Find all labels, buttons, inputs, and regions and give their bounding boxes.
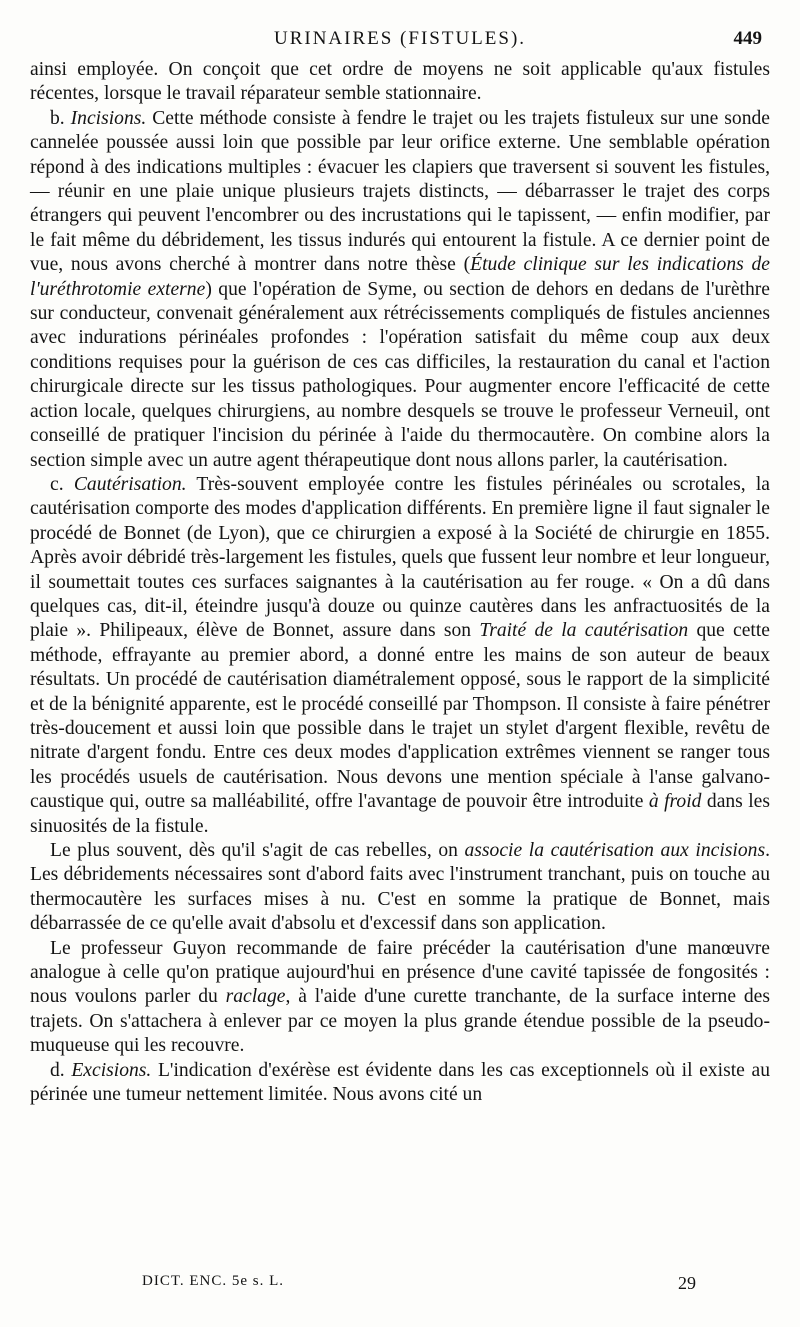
text-run: Très-souvent employée contre les fistules périnéales ou scrotales, la cautérisation comporte des modes d'application différents. En première ligne il faut signaler le procédé de Bonnet (de Lyon), que ce chirurgien a exposé à la Société de chirurgie en 1855. Après avoir débridé très-largement les fistules, quels que fussent leur nombre et leur longueur, il soumettait toutes ces surfaces saignantes à la cautérisation au fer rouge. « On a dû dans quelques cas, dit-il, éteindre jusqu'à douze ou quinze cautères dans les anfractuosités de la plaie ». Philipeaux, élève de Bonnet, assure dans son bbox=[30, 473, 771, 642]
italic-text: à froid bbox=[648, 791, 702, 813]
text-run: dans les sinuosités de la fistule. bbox=[30, 791, 770, 837]
signature-mark: DICT. ENC. 5e s. L. bbox=[142, 1273, 285, 1289]
italic-text: Étude clinique sur les indications de l'uréthrotomie externe bbox=[30, 254, 771, 300]
paragraph-p3 bbox=[30, 473, 770, 839]
running-title: URINAIRES (FISTULES). bbox=[273, 28, 527, 49]
text-run: b. bbox=[50, 107, 71, 129]
text-run: Le professeur Guyon recommande de faire précéder la cautérisation d'une manœuvre analogue à celle qu'on pratique aujourd'hui en présence d'une cavité tapissée de fongosités : nous voulons parler du bbox=[30, 937, 770, 1008]
italic-text: Excisions. bbox=[71, 1059, 152, 1081]
text-run: . Les débridements nécessaires sont d'abord faits avec l'instrument tranchant, puis on touche au thermocautère les surfaces mises à nu. C'est en somme la pratique de Bonnet, mais débarrassée de ce qu'elle avait d'absolu et d'excessif dans son application. bbox=[30, 840, 770, 935]
paragraph-p2 bbox=[30, 107, 770, 473]
italic-text: raclage bbox=[225, 986, 286, 1008]
italic-text: Cautérisation. bbox=[73, 473, 187, 495]
page-header bbox=[30, 28, 770, 52]
body-text bbox=[30, 58, 770, 1107]
folio-number: 29 bbox=[678, 1273, 696, 1293]
italic-text: Traité de la cautérisation bbox=[479, 620, 689, 642]
paragraph-p5 bbox=[30, 937, 770, 1059]
text-run: , à l'aide d'une curette tranchante, de la surface interne des trajets. On s'attachera à enlever par ce moyen la plus grande étendue possible de la pseudo-muqueuse qui les recouvre. bbox=[30, 986, 770, 1057]
paragraph-p1 bbox=[30, 58, 770, 107]
page-number: 449 bbox=[733, 28, 762, 49]
page-footer bbox=[30, 1273, 770, 1295]
text-run: ainsi employée. On conçoit que cet ordre de moyens ne soit applicable qu'aux fistules récentes, lorsque le travail réparateur semble stationnaire. bbox=[30, 59, 770, 105]
text-run: c. bbox=[50, 473, 74, 495]
italic-text: associe la cautérisation aux incisions bbox=[464, 840, 766, 861]
text-run: Le plus souvent, dès qu'il s'agit de cas rebelles, on bbox=[50, 840, 465, 861]
paragraph-p4 bbox=[30, 839, 770, 937]
text-run: que cette méthode, effrayante au premier abord, a donné entre les mains de son auteur de beaux résultats. Un procédé de cautérisation diamétralement opposé, sous le rapport de la simplicité et de la bénignité apparente, est le procédé conseillé par Thompson. Il consiste à faire pénétrer très-doucement et aussi loin que possible dans le trajet un stylet d'argent flexible, revêtu de nitrate d'argent fondu. Entre ces deux modes d'application extrêmes viennent se ranger tous les procédés usuels de cautérisation. Nous devons une mention spéciale à l'anse galvano-caustique qui, outre sa malléabilité, offre l'avantage de pouvoir être introduite bbox=[30, 620, 770, 813]
italic-text: Incisions. bbox=[70, 107, 147, 129]
paragraph-p6 bbox=[30, 1059, 770, 1108]
text-run: ) que l'opération de Syme, ou section de dehors en dedans de l'urèthre sur conducteur, convenait généralement aux rétrécissements compliqués de fistules anciennes avec indurations périnéales profondes : l'opération satisfait du même coup aux deux conditions requises pour la guérison de ces cas difficiles, la restauration du canal et l'action chirurgicale directe sur les tissus pathologiques. Pour augmenter encore l'efficacité de cette action locale, quelques chirurgiens, au nombre desquels se trouve le professeur Verneuil, ont conseillé de pratiquer l'incision du périnée à l'aide du thermocautère. On combine alors la section simple avec un autre agent thérapeutique dont nous allons parler, la cautérisation. bbox=[30, 278, 770, 471]
text-run: Cette méthode consiste à fendre le trajet ou les trajets fistuleux sur une sonde cannelée poussée aussi loin que possible par leur orifice externe. Une semblable opération répond à des indications multiples : évacuer les clapiers que traversent si souvent les fistules, — réunir en une plaie unique plusieurs trajets distincts, — débarrasser le trajet des corps étrangers qui peuvent l'encombrer ou des incrustations qui le tapissent, — enfin modifier, par le fait même du débridement, les tissus indurés qui entourent la fistule. A ce dernier point de vue, nous avons cherché à montrer dans notre thèse ( bbox=[30, 107, 770, 276]
text-run: d. bbox=[50, 1059, 72, 1081]
text-run: L'indication d'exérèse est évidente dans les cas exceptionnels où il existe au périnée une tumeur nettement limitée. Nous avons cité un bbox=[30, 1059, 771, 1106]
